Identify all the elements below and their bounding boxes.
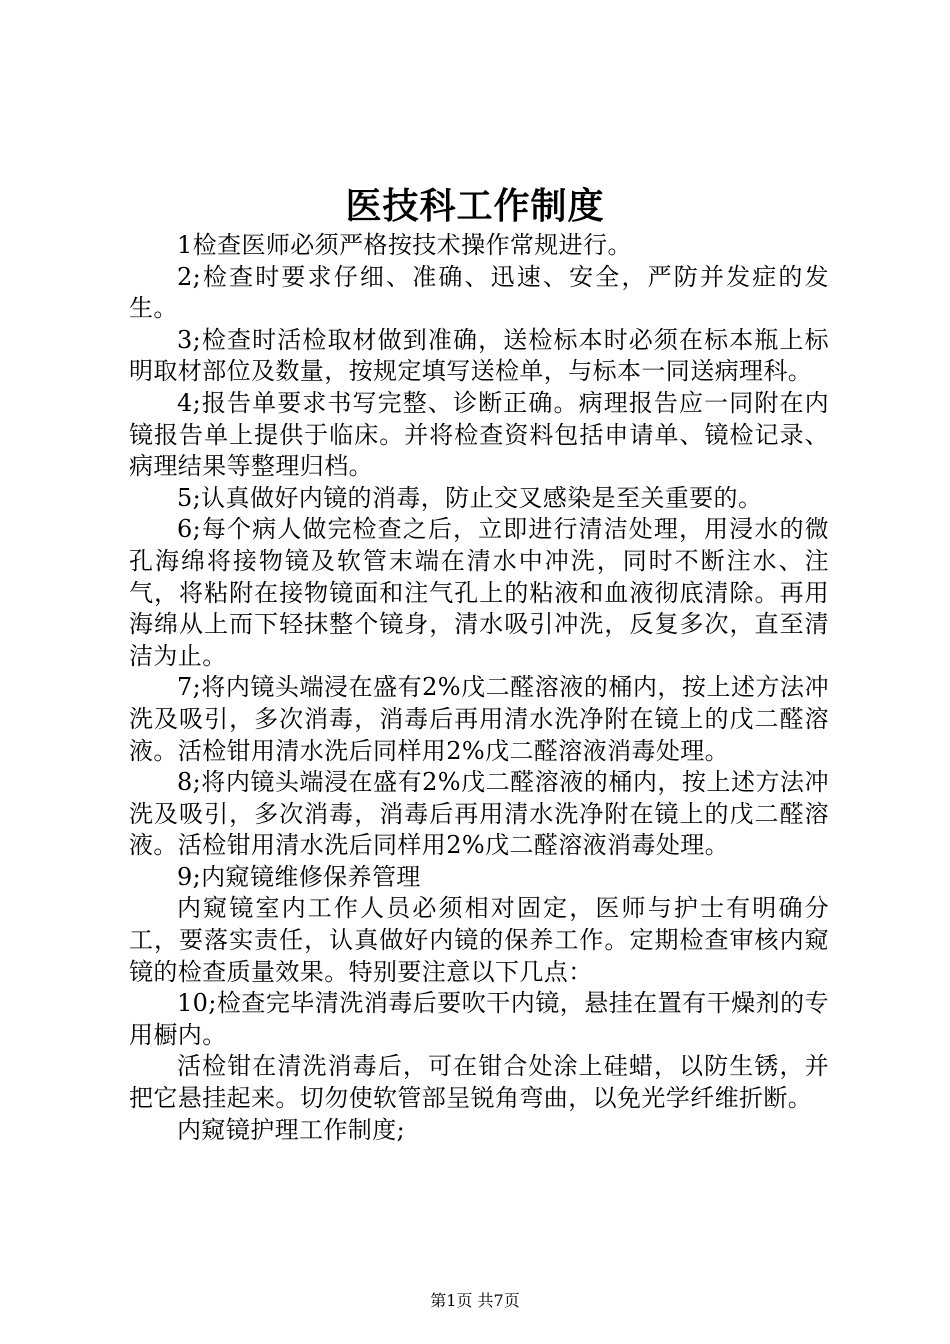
paragraph: 活检钳在清洗消毒后，可在钳合处涂上硅蜡，以防生锈，并把它悬挂起来。切勿使软管部呈锐角弯曲，以免光学纤维折断。 — [129, 1052, 829, 1113]
paragraph: 内窥镜护理工作制度; — [177, 1115, 406, 1144]
paragraph: 6;每个病人做完检查之后，立即进行清洁处理，用浸水的微孔海绵将接物镜及软管末端在清水中冲洗，同时不断注水、注气，将粘附在接物镜面和注气孔上的粘液和血液彻底清除。再用海绵从上而下轻抹整个镜身，清水吸引冲洗，反复多次，直至清洁为止。 — [129, 515, 829, 670]
paragraph: 10;检查完毕清洗消毒后要吹干内镜，悬挂在置有干燥剂的专用橱内。 — [129, 989, 829, 1049]
document-body — [129, 230, 829, 1146]
document-title: 医技科工作制度 — [345, 185, 605, 227]
paragraph: 9;内窥镜维修保养管理 — [177, 862, 421, 891]
paragraph: 2;检查时要求仔细、准确、迅速、安全，严防并发症的发生。 — [129, 262, 829, 323]
paragraph: 内窥镜室内工作人员必须相对固定，医师与护士有明确分工，要落实责任，认真做好内镜的保养工作。定期检查审核内窥镜的检查质量效果。特别要注意以下几点： — [129, 894, 829, 986]
paragraph: 7;将内镜头端浸在盛有2%戊二醛溶液的桶内，按上述方法冲洗及吸引，多次消毒，消毒后再用清水洗净附在镜上的戊二醛溶液。活检钳用清水洗后同样用2%戊二醛溶液消毒处理。 — [129, 673, 829, 765]
paragraph: 5;认真做好内镜的消毒，防止交叉感染是至关重要的。 — [177, 483, 763, 512]
page-footer: 第1页 共7页 — [430, 1291, 520, 1310]
paragraph: 8;将内镜头端浸在盛有2%戊二醛溶液的桶内，按上述方法冲洗及吸引，多次消毒，消毒后再用清水洗净附在镜上的戊二醛溶液。活检钳用清水洗后同样用2%戊二醛溶液消毒处理。 — [129, 768, 829, 860]
paragraph: 3;检查时活检取材做到准确，送检标本时必须在标本瓶上标明取材部位及数量，按规定填写送检单，与标本一同送病理科。 — [129, 325, 829, 386]
paragraph: 1检查医师必须严格按技术操作常规进行。 — [177, 231, 632, 259]
paragraph: 4;报告单要求书写完整、诊断正确。病理报告应一同附在内镜报告单上提供于临床。并将检查资料包括申请单、镜检记录、病理结果等整理归档。 — [129, 388, 829, 481]
